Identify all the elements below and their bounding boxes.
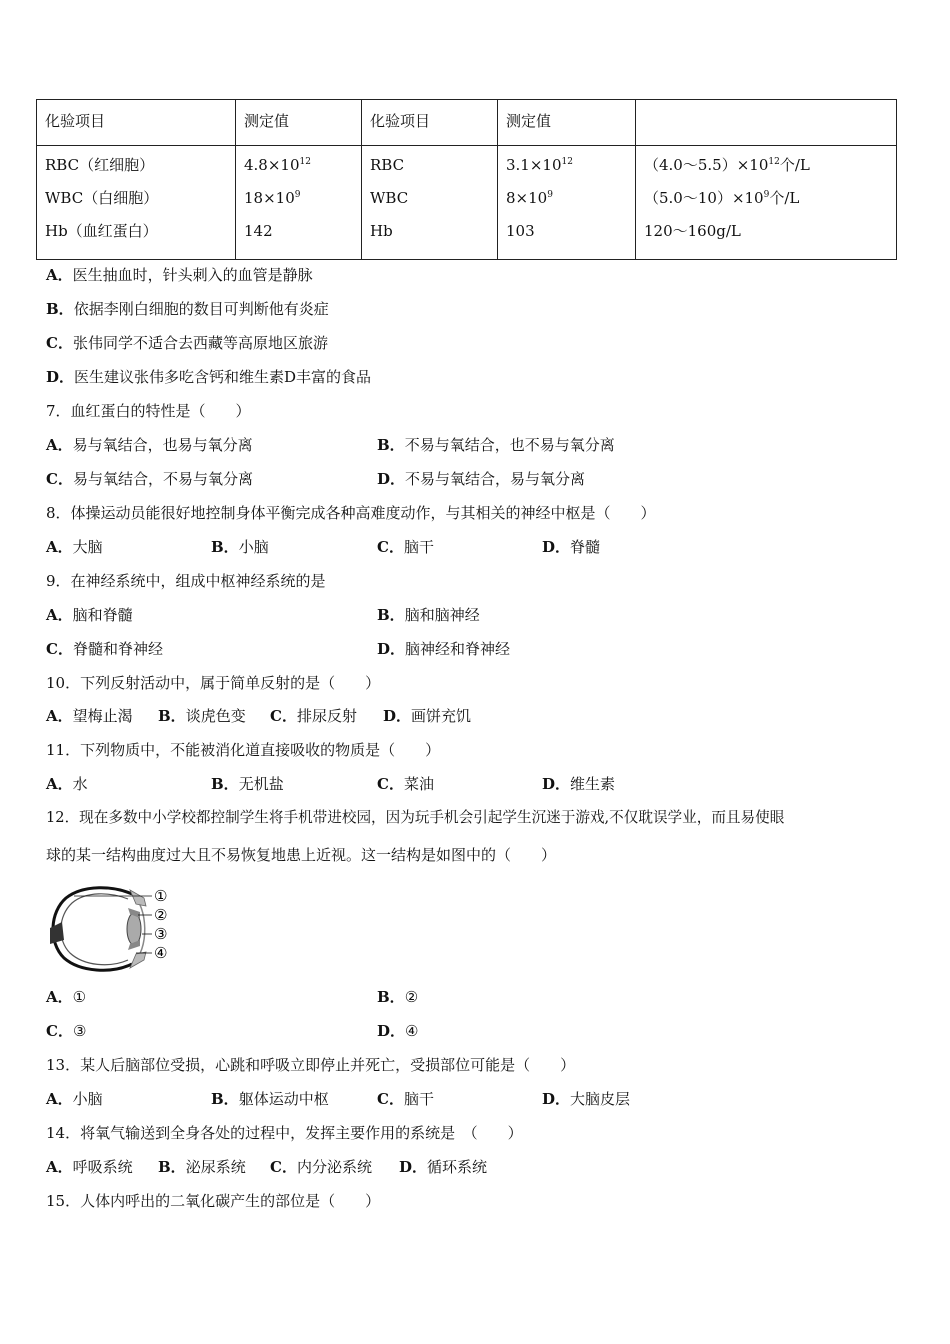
table-cell [636, 146, 897, 260]
option-d[interactable]: D．④ [377, 1022, 419, 1040]
option-c[interactable]: C．内分泌系统 [270, 1158, 372, 1176]
eyeball-diagram [44, 884, 174, 974]
reference-range: 120～160g/L [644, 222, 741, 240]
measured-value: $8\times 10^9$ [506, 189, 553, 207]
option-a[interactable]: A．水 [46, 775, 88, 793]
option-d[interactable]: D．医生建议张伟多吃含钙和维生素D丰富的食品 [46, 368, 372, 386]
measured-value: $3.1\times 10^{12}$ [506, 156, 573, 174]
question-stem: 14．将氧气输送到全身各处的过程中，发挥主要作用的系统是 （ ） [46, 1124, 523, 1142]
option-b[interactable]: B．无机盐 [211, 775, 284, 793]
measured-value: 142 [244, 222, 273, 240]
option-d[interactable]: D．大脑皮层 [542, 1090, 631, 1108]
option-c[interactable]: C．脑干 [377, 1090, 434, 1108]
option-d[interactable]: D．脊髓 [542, 538, 601, 556]
option-b[interactable]: B．② [377, 988, 419, 1006]
header-cell [636, 100, 897, 146]
option-d[interactable]: D．画饼充饥 [383, 707, 472, 725]
label-1: ① [154, 887, 168, 905]
label-3: ③ [154, 925, 168, 943]
option-b[interactable]: B．脑和脑神经 [377, 606, 480, 624]
question-stem: 9．在神经系统中，组成中枢神经系统的是 [46, 572, 326, 590]
question-stem: 11．下列物质中，不能被消化道直接吸收的物质是（ ） [46, 741, 441, 759]
table-cell [37, 146, 236, 260]
item-name: Hb [370, 222, 393, 240]
option-a[interactable]: A．小脑 [46, 1090, 103, 1108]
header-cell: 测定值 [236, 100, 362, 146]
table-cell [498, 146, 636, 260]
option-d[interactable]: D．维生素 [542, 775, 616, 793]
label-2: ② [154, 906, 168, 924]
option-b[interactable]: B．谈虎色变 [158, 707, 246, 725]
label-4: ④ [154, 944, 168, 962]
option-a[interactable]: A．① [46, 988, 87, 1006]
table-row [37, 146, 897, 260]
option-c[interactable]: C．排尿反射 [270, 707, 357, 725]
item-name: WBC [370, 189, 409, 207]
option-b[interactable]: B．不易与氧结合，也不易与氧分离 [377, 436, 615, 454]
option-a[interactable]: A．医生抽血时，针头刺入的血管是静脉 [46, 266, 313, 284]
question-stem: 13．某人后脑部位受损，心跳和呼吸立即停止并死亡，受损部位可能是（ ） [46, 1056, 576, 1074]
header-cell: 化验项目 [37, 100, 236, 146]
question-stem: 10．下列反射活动中，属于简单反射的是（ ） [46, 674, 381, 692]
option-c[interactable]: C．脑干 [377, 538, 434, 556]
option-c[interactable]: C．张伟同学不适合去西藏等高原地区旅游 [46, 334, 328, 352]
question-stem: 7．血红蛋白的特性是（ ） [46, 402, 251, 420]
question-stem: 15．人体内呼出的二氧化碳产生的部位是（ ） [46, 1192, 381, 1210]
item-name: Hb（血红蛋白） [45, 222, 158, 240]
lab-results-table [36, 99, 897, 260]
option-c[interactable]: C．脊髓和脊神经 [46, 640, 163, 658]
measured-value: 103 [506, 222, 535, 240]
question-stem: 12．现在多数中小学校都控制学生将手机带进校园，因为玩手机会引起学生沉迷于游戏,不仅耽误学业，而且易使眼 [46, 809, 785, 826]
item-name: WBC（白细胞） [45, 189, 159, 207]
item-name: RBC [370, 156, 405, 174]
option-b[interactable]: B．泌尿系统 [158, 1158, 246, 1176]
option-c[interactable]: C．菜油 [377, 775, 434, 793]
option-b[interactable]: B．小脑 [211, 538, 269, 556]
measured-value: $4.8\times 10^{12}$ [244, 156, 311, 174]
reference-range: $(4.0\sim 5.5)\times 10^{12}$个/L [644, 156, 810, 174]
option-c[interactable]: C．③ [46, 1022, 87, 1040]
reference-range: $(5.0\sim 10)\times 10^9$个/L [644, 189, 800, 207]
header-cell: 化验项目 [362, 100, 498, 146]
table-cell [236, 146, 362, 260]
table-header-row [37, 100, 897, 146]
option-a[interactable]: A．脑和脊髓 [46, 606, 133, 624]
option-a[interactable]: A．易与氧结合，也易与氧分离 [46, 436, 253, 454]
measured-value: $18\times 10^9$ [244, 189, 301, 207]
question-stem: 球的某一结构曲度过大且不易恢复地患上近视。这一结构是如图中的（ ） [46, 846, 557, 864]
option-a[interactable]: A．望梅止渴 [46, 707, 133, 725]
option-a[interactable]: A．呼吸系统 [46, 1158, 133, 1176]
option-c[interactable]: C．易与氧结合，不易与氧分离 [46, 470, 253, 488]
option-a[interactable]: A．大脑 [46, 538, 103, 556]
option-d[interactable]: D．不易与氧结合，易与氧分离 [377, 470, 586, 488]
option-b[interactable]: B．依据李刚白细胞的数目可判断他有炎症 [46, 300, 329, 318]
option-b[interactable]: B．躯体运动中枢 [211, 1090, 329, 1108]
header-cell: 测定值 [498, 100, 636, 146]
question-stem: 8．体操运动员能很好地控制身体平衡完成各种高难度动作，与其相关的神经中枢是（ ） [46, 504, 656, 522]
option-d[interactable]: D．循环系统 [399, 1158, 488, 1176]
table-cell [362, 146, 498, 260]
item-name: RBC（红细胞） [45, 156, 155, 174]
option-d[interactable]: D．脑神经和脊神经 [377, 640, 511, 658]
